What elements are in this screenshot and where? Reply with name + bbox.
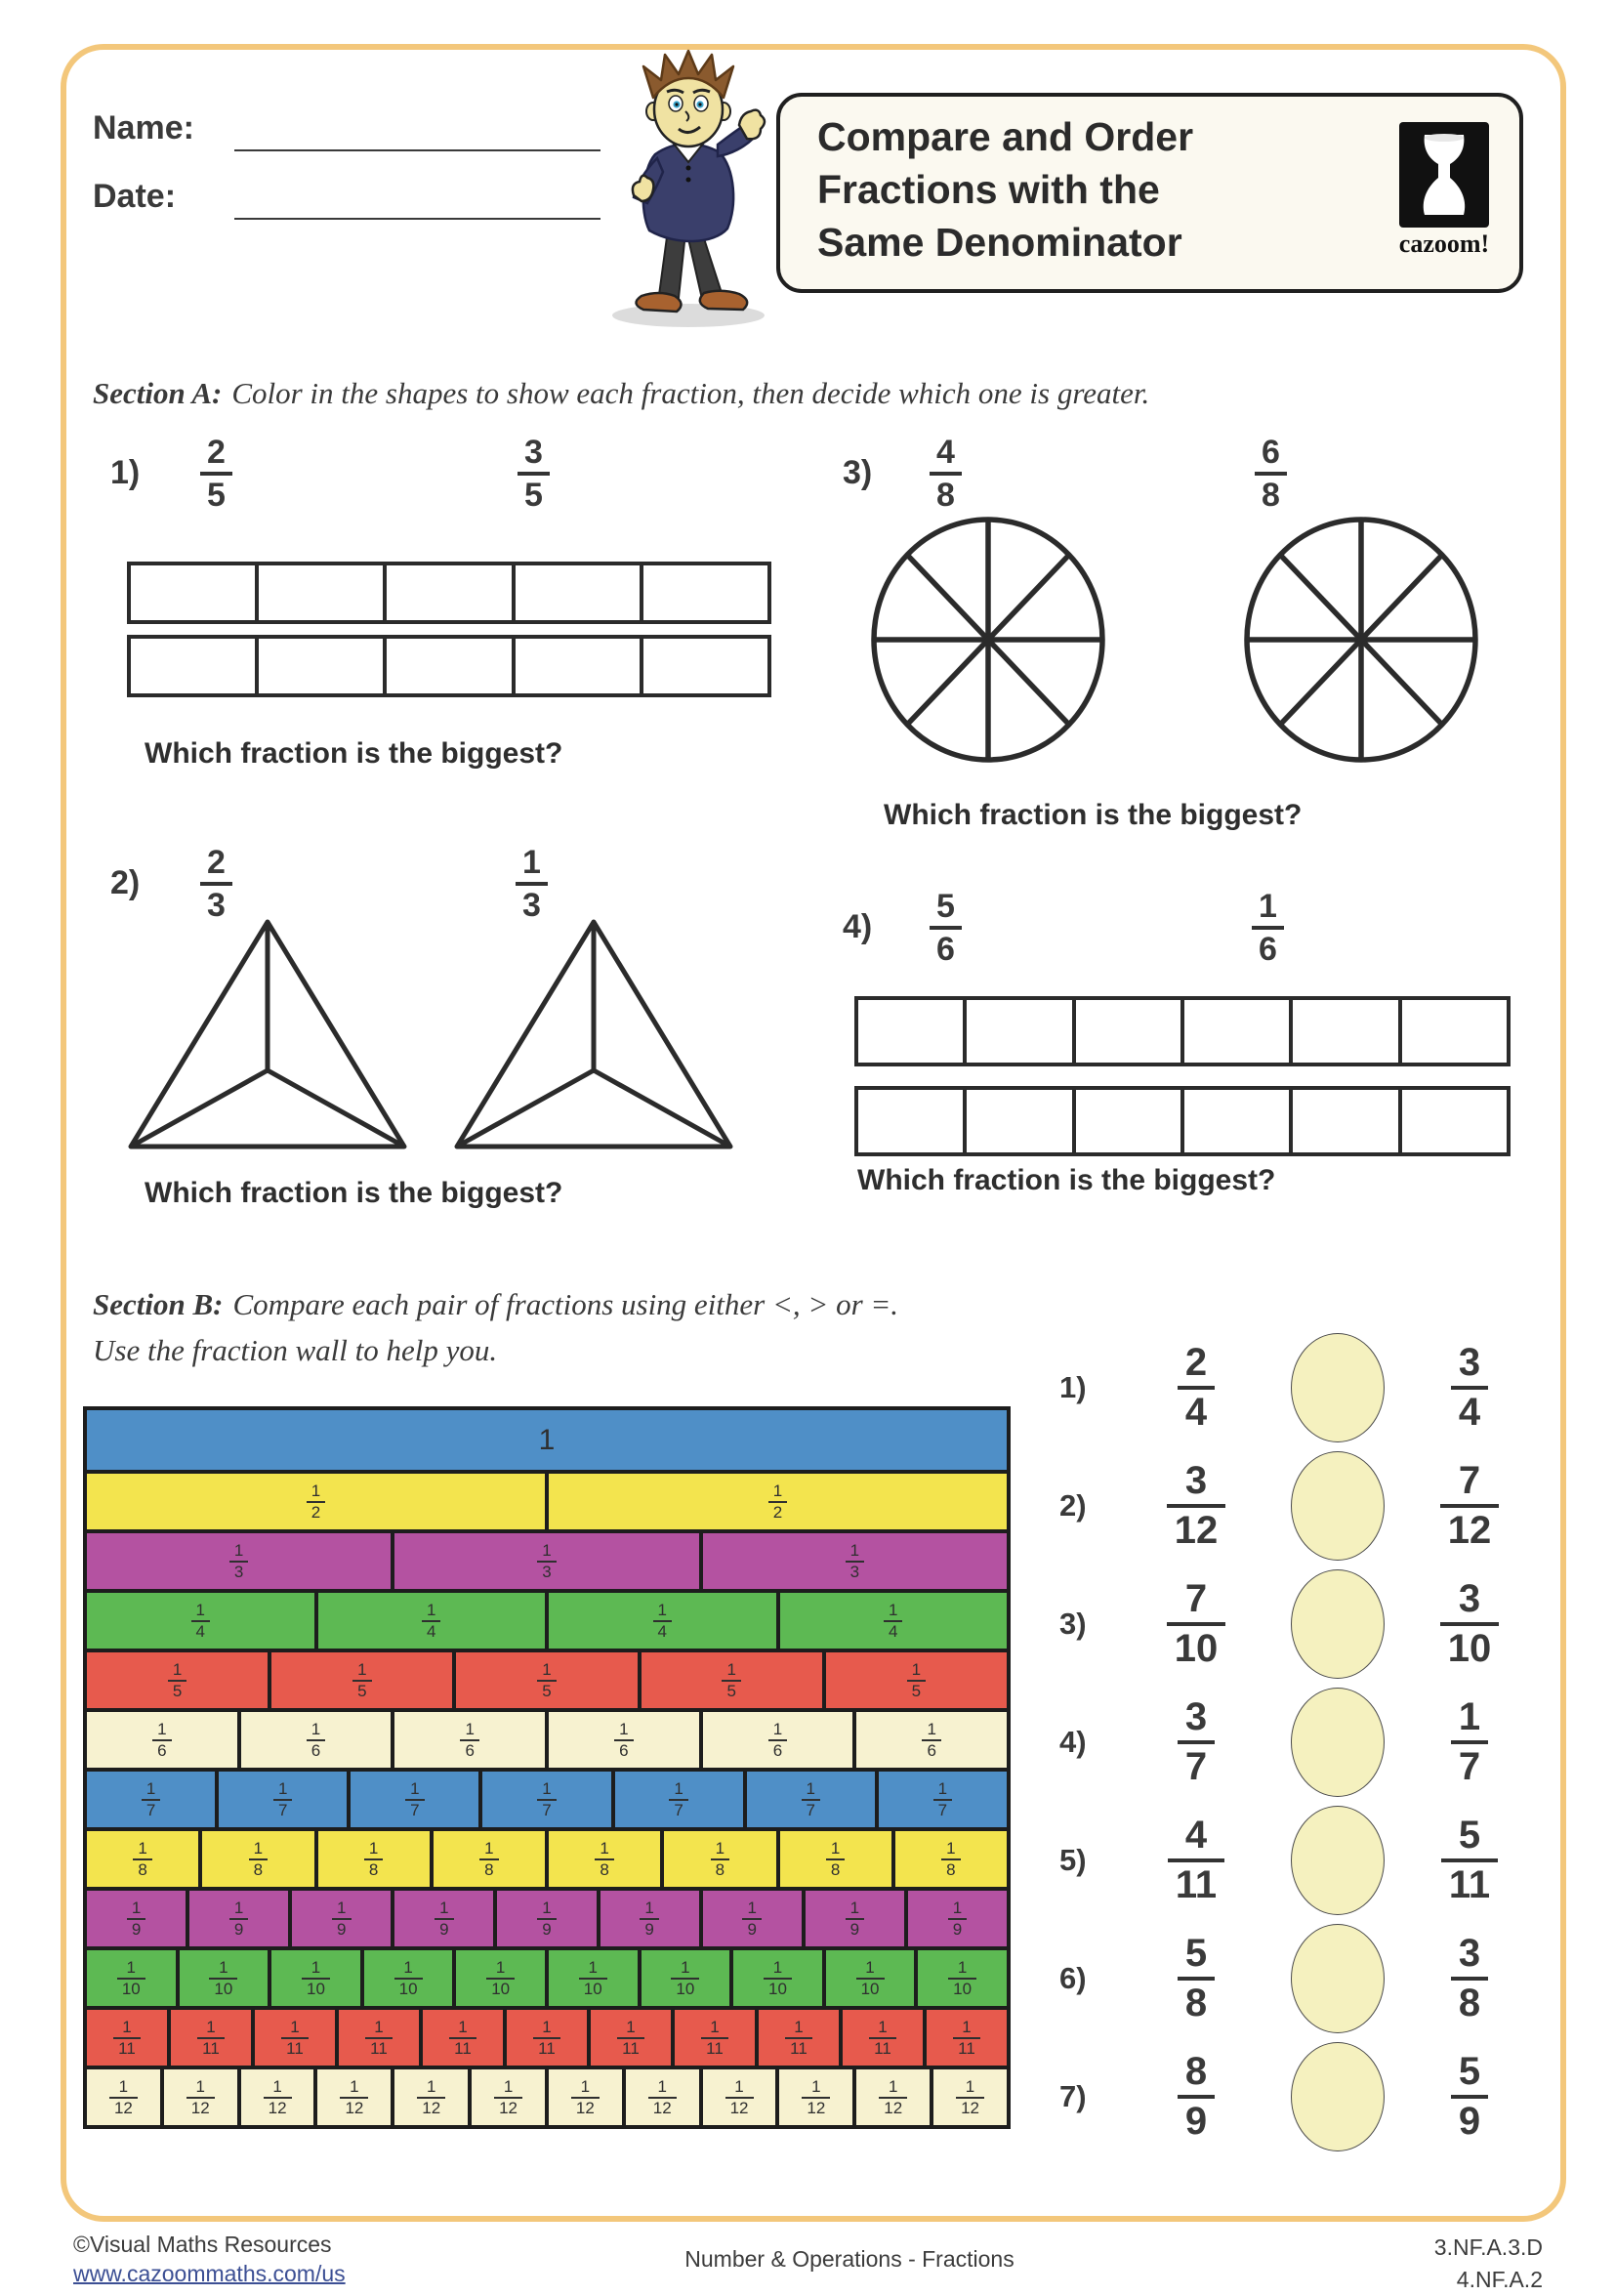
wall-fraction-1-12: $\frac{1}{12}$ — [494, 2077, 522, 2118]
fraction-wall-cell — [87, 1891, 186, 1946]
wall-fraction-1-10: $\frac{1}{10}$ — [856, 1958, 885, 1999]
wall-fraction-1-10: $\frac{1}{10}$ — [486, 1958, 515, 1999]
fraction-wall-cell — [699, 1533, 1007, 1589]
wall-fraction-1-7: $\frac{1}{7}$ — [802, 1779, 820, 1820]
wall-fraction-1-10: $\frac{1}{10}$ — [302, 1958, 330, 1999]
wall-fraction-1-6: $\frac{1}{6}$ — [307, 1720, 325, 1761]
section-b-label: Section B: — [93, 1287, 224, 1321]
fraction-wall — [83, 1406, 1011, 2129]
compare-problem-4 — [1059, 1683, 1548, 1801]
fraction-wall-row-3 — [87, 1529, 1007, 1589]
problem-a1-bar-bottom[interactable] — [127, 635, 771, 697]
wall-fraction-1-10: $\frac{1}{10}$ — [671, 1958, 699, 1999]
wall-fraction-1-11: $\frac{1}{11}$ — [197, 2018, 225, 2059]
wall-fraction-1-11: $\frac{1}{11}$ — [953, 2018, 980, 2059]
fraction-wall-cell — [503, 2010, 587, 2066]
bar-cell[interactable] — [383, 639, 511, 693]
fraction-wall-row-4 — [87, 1589, 1007, 1649]
wall-fraction-1-8: $\frac{1}{8}$ — [595, 1839, 613, 1880]
wall-fraction-1-3: $\frac{1}{3}$ — [229, 1541, 248, 1582]
wall-fraction-1-7: $\frac{1}{7}$ — [933, 1779, 952, 1820]
wall-label-one: 1 — [538, 1423, 556, 1456]
bar-cell[interactable] — [131, 639, 255, 693]
compare-problem-number: 3) — [1059, 1606, 1087, 1641]
wall-fraction-1-6: $\frac{1}{6}$ — [768, 1720, 787, 1761]
mascot-boy-illustration — [591, 49, 791, 332]
wall-fraction-1-12: $\frac{1}{12}$ — [879, 2077, 907, 2118]
problem-a2-triangle-left[interactable] — [125, 916, 410, 1152]
bar-cell[interactable] — [1398, 1090, 1507, 1152]
fraction-wall-row-9 — [87, 1887, 1007, 1946]
wall-fraction-1-9: $\frac{1}{9}$ — [742, 1899, 761, 1940]
wall-fraction-1-7: $\frac{1}{7}$ — [669, 1779, 687, 1820]
fraction-wall-cell — [237, 1712, 392, 1768]
problem-a3-right-fraction: 6 8 — [1255, 433, 1287, 515]
fraction-wall-cell — [87, 1950, 176, 2006]
fraction-wall-cell — [638, 1950, 730, 2006]
compare-problem-number: 1) — [1059, 1369, 1087, 1404]
compare-problem-5 — [1059, 1801, 1548, 1919]
wall-fraction-1-6: $\frac{1}{6}$ — [922, 1720, 940, 1761]
wall-fraction-1-8: $\frac{1}{8}$ — [479, 1839, 498, 1880]
fraction-wall-cell — [268, 1950, 360, 2006]
fraction-wall-cell — [215, 1772, 347, 1827]
wall-fraction-1-11: $\frac{1}{11}$ — [533, 2018, 560, 2059]
fraction-wall-cell — [391, 2069, 468, 2125]
wall-fraction-1-10: $\frac{1}{10}$ — [764, 1958, 792, 1999]
fraction-wall-cell — [419, 2010, 503, 2066]
fraction-wall-row-10 — [87, 1946, 1007, 2006]
compare-left-fraction: $\frac{2}{4}$ — [1178, 1340, 1215, 1436]
fraction-wall-cell — [391, 1712, 545, 1768]
wall-fraction-1-9: $\frac{1}{9}$ — [640, 1899, 658, 1940]
compare-left-fraction: $\frac{4}{11}$ — [1168, 1813, 1224, 1908]
fraction-wall-cell — [822, 1950, 915, 2006]
compare-left-fraction: $\frac{3}{7}$ — [1178, 1694, 1215, 1790]
problem-a4-question: Which fraction is the biggest? — [857, 1164, 1276, 1196]
fraction-wall-cell — [699, 1712, 853, 1768]
fraction-wall-cell — [545, 2069, 622, 2125]
wall-fraction-1-5: $\frac{1}{5}$ — [537, 1660, 556, 1701]
problem-a4-number: 4) — [843, 908, 873, 945]
fraction-wall-cell — [391, 1533, 698, 1589]
compare-problem-number: 7) — [1059, 2078, 1087, 2113]
wall-fraction-1-8: $\frac{1}{8}$ — [249, 1839, 268, 1880]
fraction-wall-cell — [251, 2010, 335, 2066]
wall-fraction-1-11: $\frac{1}{11}$ — [365, 2018, 393, 2059]
fraction-wall-row-7 — [87, 1768, 1007, 1827]
compare-right-fraction: $\frac{3}{8}$ — [1451, 1931, 1488, 2026]
name-label: Name: — [93, 109, 194, 146]
compare-problem-number: 5) — [1059, 1842, 1087, 1877]
section-a-label: Section A: — [93, 376, 223, 410]
bar-cell[interactable] — [640, 565, 767, 620]
compare-problem-3 — [1059, 1565, 1548, 1683]
fraction-wall-cell — [545, 1593, 776, 1649]
fraction-wall-cell — [452, 1652, 637, 1708]
fraction-wall-cell — [729, 1950, 822, 2006]
compare-right-fraction: $\frac{3}{10}$ — [1440, 1576, 1500, 1672]
fraction-wall-cell — [313, 2069, 391, 2125]
compare-right-fraction: $\frac{5}{11}$ — [1441, 1813, 1498, 1908]
compare-problem-6 — [1059, 1919, 1548, 2037]
fraction-wall-cell — [776, 1831, 891, 1887]
problem-a4-bar-top[interactable] — [854, 996, 1511, 1066]
footer-link[interactable]: www.cazoommaths.com/us — [73, 2261, 346, 2286]
wall-fraction-1-5: $\frac{1}{5}$ — [352, 1660, 371, 1701]
problem-a1-number: 1) — [110, 454, 141, 491]
problem-a1-left-fraction: 2 5 — [200, 433, 232, 515]
wall-fraction-1-9: $\frac{1}{9}$ — [127, 1899, 145, 1940]
wall-fraction-1-7: $\frac{1}{7}$ — [537, 1779, 556, 1820]
compare-right-fraction: $\frac{5}{9}$ — [1451, 2049, 1488, 2145]
problem-a4-left-fraction: 5 6 — [930, 887, 962, 969]
wall-fraction-1-5: $\frac{1}{5}$ — [168, 1660, 186, 1701]
problem-a2-right-fraction: 1 3 — [516, 843, 548, 925]
fraction-wall-cell — [545, 1474, 1007, 1529]
problem-a2-left-fraction: 2 3 — [200, 843, 232, 925]
fraction-wall-row-12 — [87, 2066, 1007, 2125]
fraction-wall-cell — [545, 1831, 660, 1887]
section-b-problems — [1059, 1328, 1548, 2155]
fraction-wall-cell — [268, 1652, 452, 1708]
wall-fraction-1-6: $\frac{1}{6}$ — [152, 1720, 171, 1761]
fraction-wall-cell — [87, 1474, 545, 1529]
problem-a3-question: Which fraction is the biggest? — [884, 799, 1303, 831]
bar-cell[interactable] — [383, 565, 511, 620]
wall-fraction-1-5: $\frac{1}{5}$ — [907, 1660, 926, 1701]
footer-standard-1: 3.NF.A.3.D — [1433, 2234, 1543, 2260]
wall-fraction-1-12: $\frac{1}{12}$ — [648, 2077, 677, 2118]
wall-fraction-1-9: $\frac{1}{9}$ — [435, 1899, 453, 1940]
answer-circle[interactable] — [1291, 1451, 1385, 1561]
compare-problem-1 — [1059, 1328, 1548, 1446]
fraction-wall-cell — [699, 1891, 802, 1946]
fraction-wall-cell — [776, 1593, 1008, 1649]
wall-fraction-1-11: $\frac{1}{11}$ — [449, 2018, 476, 2059]
fraction-wall-row-11 — [87, 2006, 1007, 2066]
bar-cell[interactable] — [858, 1090, 963, 1152]
wall-fraction-1-12: $\frac{1}{12}$ — [571, 2077, 600, 2118]
problem-a4-right-fraction: 1 6 — [1252, 887, 1284, 969]
fraction-wall-cell — [611, 1772, 743, 1827]
answer-circle[interactable] — [1291, 1333, 1385, 1442]
compare-left-fraction: $\frac{3}{12}$ — [1167, 1458, 1226, 1554]
fraction-wall-cell — [587, 2010, 671, 2066]
wall-fraction-1-8: $\frac{1}{8}$ — [364, 1839, 383, 1880]
wall-fraction-1-4: $\frac{1}{4}$ — [191, 1601, 210, 1642]
fraction-wall-cell — [914, 1950, 1007, 2006]
bar-cell[interactable] — [963, 1090, 1071, 1152]
wall-fraction-1-6: $\frac{1}{6}$ — [460, 1720, 478, 1761]
fraction-wall-cell — [638, 1652, 822, 1708]
fraction-wall-cell — [468, 2069, 545, 2125]
fraction-wall-cell — [160, 2069, 237, 2125]
wall-fraction-1-10: $\frac{1}{10}$ — [394, 1958, 423, 1999]
wall-fraction-1-9: $\frac{1}{9}$ — [948, 1899, 967, 1940]
wall-fraction-1-12: $\frac{1}{12}$ — [417, 2077, 445, 2118]
fraction-wall-cell — [87, 2069, 160, 2125]
fraction-wall-cell — [875, 1772, 1007, 1827]
problem-a2-triangle-right[interactable] — [451, 916, 736, 1152]
fraction-wall-cell — [775, 2069, 852, 2125]
wall-fraction-1-9: $\frac{1}{9}$ — [229, 1899, 248, 1940]
problem-a3-left-fraction: 4 8 — [930, 433, 962, 515]
bar-cell[interactable] — [963, 1000, 1071, 1063]
problem-a2-question: Which fraction is the biggest? — [145, 1177, 563, 1209]
fraction-wall-cell — [87, 1652, 268, 1708]
bar-cell[interactable] — [512, 565, 640, 620]
wall-fraction-1-7: $\frac{1}{7}$ — [405, 1779, 424, 1820]
fraction-wall-row-5 — [87, 1649, 1007, 1708]
wall-fraction-1-11: $\frac{1}{11}$ — [869, 2018, 896, 2059]
bar-cell[interactable] — [858, 1000, 963, 1063]
problem-a1-right-fraction: 3 5 — [518, 433, 550, 515]
wall-fraction-1-9: $\frac{1}{9}$ — [537, 1899, 556, 1940]
bar-cell[interactable] — [1289, 1090, 1397, 1152]
fraction-wall-cell — [87, 1831, 198, 1887]
problem-a2-number: 2) — [110, 864, 141, 901]
date-label: Date: — [93, 178, 177, 215]
answer-circle[interactable] — [1291, 1806, 1385, 1915]
footer-standard-2: 4.NF.A.2 — [1456, 2267, 1543, 2292]
bar-cell[interactable] — [1180, 1000, 1289, 1063]
wall-fraction-1-7: $\frac{1}{7}$ — [142, 1779, 160, 1820]
wall-fraction-1-8: $\frac{1}{8}$ — [711, 1839, 729, 1880]
fraction-wall-cell — [904, 1891, 1007, 1946]
wall-fraction-1-11: $\frac{1}{11}$ — [281, 2018, 309, 2059]
bar-cell[interactable] — [255, 639, 383, 693]
wall-fraction-1-11: $\frac{1}{11}$ — [617, 2018, 644, 2059]
fraction-wall-cell — [699, 2069, 776, 2125]
fraction-wall-cell — [545, 1712, 699, 1768]
fraction-wall-cell — [87, 1593, 314, 1649]
fraction-wall-cell — [186, 1891, 288, 1946]
bar-cell[interactable] — [1180, 1090, 1289, 1152]
fraction-wall-cell — [87, 1410, 1007, 1470]
fraction-wall-cell — [360, 1950, 453, 2006]
wall-fraction-1-12: $\frac{1}{12}$ — [802, 2077, 830, 2118]
compare-left-fraction: $\frac{7}{10}$ — [1167, 1576, 1226, 1672]
fraction-wall-cell — [87, 1533, 391, 1589]
fraction-wall-cell — [347, 1772, 478, 1827]
fraction-wall-cell — [597, 1891, 699, 1946]
fraction-wall-cell — [176, 1950, 269, 2006]
bar-cell[interactable] — [512, 639, 640, 693]
section-a-heading — [93, 376, 1149, 411]
compare-problem-2 — [1059, 1446, 1548, 1565]
fraction-wall-cell — [335, 2010, 419, 2066]
problem-a1-question: Which fraction is the biggest? — [145, 737, 563, 770]
wall-fraction-1-6: $\frac{1}{6}$ — [614, 1720, 633, 1761]
wall-fraction-1-12: $\frac{1}{12}$ — [109, 2077, 138, 2118]
fraction-wall-cell — [622, 2069, 699, 2125]
worksheet-title-box — [776, 93, 1523, 293]
compare-problem-number: 6) — [1059, 1960, 1087, 1995]
bar-cell[interactable] — [255, 565, 383, 620]
footer-standards — [1347, 2232, 1543, 2296]
bar-cell[interactable] — [1072, 1090, 1180, 1152]
fraction-wall-cell — [87, 1772, 215, 1827]
problem-a3-circle-right[interactable] — [1242, 515, 1480, 765]
fraction-wall-cell — [822, 1652, 1007, 1708]
problem-a3-circle-left[interactable] — [869, 515, 1107, 765]
wall-fraction-1-2: $\frac{1}{2}$ — [307, 1482, 325, 1523]
fraction-wall-cell — [743, 1772, 875, 1827]
wall-fraction-1-4: $\frac{1}{4}$ — [653, 1601, 672, 1642]
problem-a3-number: 3) — [843, 454, 873, 491]
fraction-wall-cell — [87, 1712, 237, 1768]
wall-fraction-1-10: $\frac{1}{10}$ — [579, 1958, 607, 1999]
fraction-wall-cell — [198, 1831, 313, 1887]
fraction-wall-cell — [391, 1891, 493, 1946]
date-input-line[interactable] — [234, 218, 600, 220]
section-b-heading — [93, 1287, 898, 1322]
cazoom-logo-icon — [1399, 122, 1489, 228]
bar-cell[interactable] — [1289, 1000, 1397, 1063]
answer-circle[interactable] — [1291, 1688, 1385, 1797]
footer-copyright: ©Visual Maths Resources — [73, 2232, 332, 2257]
wall-fraction-1-12: $\frac{1}{12}$ — [186, 2077, 215, 2118]
fraction-wall-cell — [87, 2010, 167, 2066]
wall-fraction-1-12: $\frac{1}{12}$ — [725, 2077, 754, 2118]
fraction-wall-cell — [314, 1593, 546, 1649]
fraction-wall-cell — [802, 1891, 904, 1946]
fraction-wall-cell — [839, 2010, 923, 2066]
fraction-wall-row-1 — [87, 1410, 1007, 1470]
section-a-instructions: Color in the shapes to show each fraction, then decide which one is greater. — [231, 376, 1150, 410]
compare-right-fraction: $\frac{3}{4}$ — [1451, 1340, 1488, 1436]
fraction-wall-cell — [314, 1831, 430, 1887]
wall-fraction-1-11: $\frac{1}{11}$ — [113, 2018, 141, 2059]
wall-fraction-1-3: $\frac{1}{3}$ — [846, 1541, 864, 1582]
fraction-wall-row-2 — [87, 1470, 1007, 1529]
fraction-wall-cell — [852, 2069, 930, 2125]
fraction-wall-cell — [852, 1712, 1007, 1768]
fraction-wall-cell — [545, 1950, 638, 2006]
wall-fraction-1-11: $\frac{1}{11}$ — [785, 2018, 812, 2059]
fraction-wall-row-8 — [87, 1827, 1007, 1887]
wall-fraction-1-12: $\frac{1}{12}$ — [340, 2077, 368, 2118]
wall-fraction-1-8: $\frac{1}{8}$ — [826, 1839, 845, 1880]
wall-fraction-1-7: $\frac{1}{7}$ — [273, 1779, 292, 1820]
fraction-wall-cell — [167, 2010, 251, 2066]
wall-fraction-1-10: $\frac{1}{10}$ — [117, 1958, 145, 1999]
problem-a1-bar-top[interactable] — [127, 562, 771, 624]
name-input-line[interactable] — [234, 149, 600, 151]
wall-fraction-1-11: $\frac{1}{11}$ — [701, 2018, 728, 2059]
fraction-wall-cell — [923, 2010, 1007, 2066]
fraction-wall-cell — [452, 1950, 545, 2006]
wall-fraction-1-8: $\frac{1}{8}$ — [941, 1839, 960, 1880]
wall-fraction-1-8: $\frac{1}{8}$ — [133, 1839, 151, 1880]
wall-fraction-1-9: $\frac{1}{9}$ — [846, 1899, 864, 1940]
wall-fraction-1-5: $\frac{1}{5}$ — [722, 1660, 740, 1701]
section-b-instructions-line2: Use the fraction wall to help you. — [93, 1333, 498, 1367]
fraction-wall-cell — [755, 2010, 839, 2066]
worksheet-title: Compare and Order Fractions with the Same Denominator — [817, 114, 1194, 265]
fraction-wall-cell — [237, 2069, 314, 2125]
bar-cell[interactable] — [1398, 1000, 1507, 1063]
answer-circle[interactable] — [1291, 2042, 1385, 2151]
wall-fraction-1-9: $\frac{1}{9}$ — [332, 1899, 351, 1940]
fraction-wall-cell — [288, 1891, 391, 1946]
wall-fraction-1-12: $\frac{1}{12}$ — [264, 2077, 292, 2118]
bar-cell[interactable] — [1072, 1000, 1180, 1063]
fraction-wall-cell — [891, 1831, 1007, 1887]
compare-problem-number: 4) — [1059, 1724, 1087, 1759]
wall-fraction-1-4: $\frac{1}{4}$ — [884, 1601, 902, 1642]
fraction-wall-cell — [930, 2069, 1007, 2125]
answer-circle[interactable] — [1291, 1924, 1385, 2033]
fraction-wall-cell — [493, 1891, 596, 1946]
compare-problem-7 — [1059, 2037, 1548, 2155]
fraction-wall-row-6 — [87, 1708, 1007, 1768]
wall-fraction-1-10: $\frac{1}{10}$ — [209, 1958, 237, 1999]
wall-fraction-1-3: $\frac{1}{3}$ — [537, 1541, 556, 1582]
answer-circle[interactable] — [1291, 1569, 1385, 1679]
wall-fraction-1-4: $\frac{1}{4}$ — [422, 1601, 440, 1642]
section-b-instructions-line1: Compare each pair of fractions using either <, > or =. — [232, 1287, 899, 1321]
compare-left-fraction: $\frac{8}{9}$ — [1178, 2049, 1215, 2145]
fraction-wall-cell — [660, 1831, 775, 1887]
compare-right-fraction: $\frac{7}{12}$ — [1440, 1458, 1500, 1554]
bar-cell[interactable] — [131, 565, 255, 620]
compare-right-fraction: $\frac{1}{7}$ — [1451, 1694, 1488, 1790]
footer-category: Number & Operations - Fractions — [684, 2246, 1015, 2272]
cazoom-logo: cazoom! — [1395, 122, 1493, 259]
bar-cell[interactable] — [640, 639, 767, 693]
fraction-wall-cell — [671, 2010, 755, 2066]
compare-left-fraction: $\frac{5}{8}$ — [1178, 1931, 1215, 2026]
fraction-wall-cell — [478, 1772, 610, 1827]
fraction-wall-cell — [430, 1831, 545, 1887]
wall-fraction-1-12: $\frac{1}{12}$ — [956, 2077, 984, 2118]
wall-fraction-1-2: $\frac{1}{2}$ — [768, 1482, 787, 1523]
wall-fraction-1-10: $\frac{1}{10}$ — [948, 1958, 976, 1999]
compare-problem-number: 2) — [1059, 1487, 1087, 1523]
problem-a4-bar-bottom[interactable] — [854, 1086, 1511, 1156]
